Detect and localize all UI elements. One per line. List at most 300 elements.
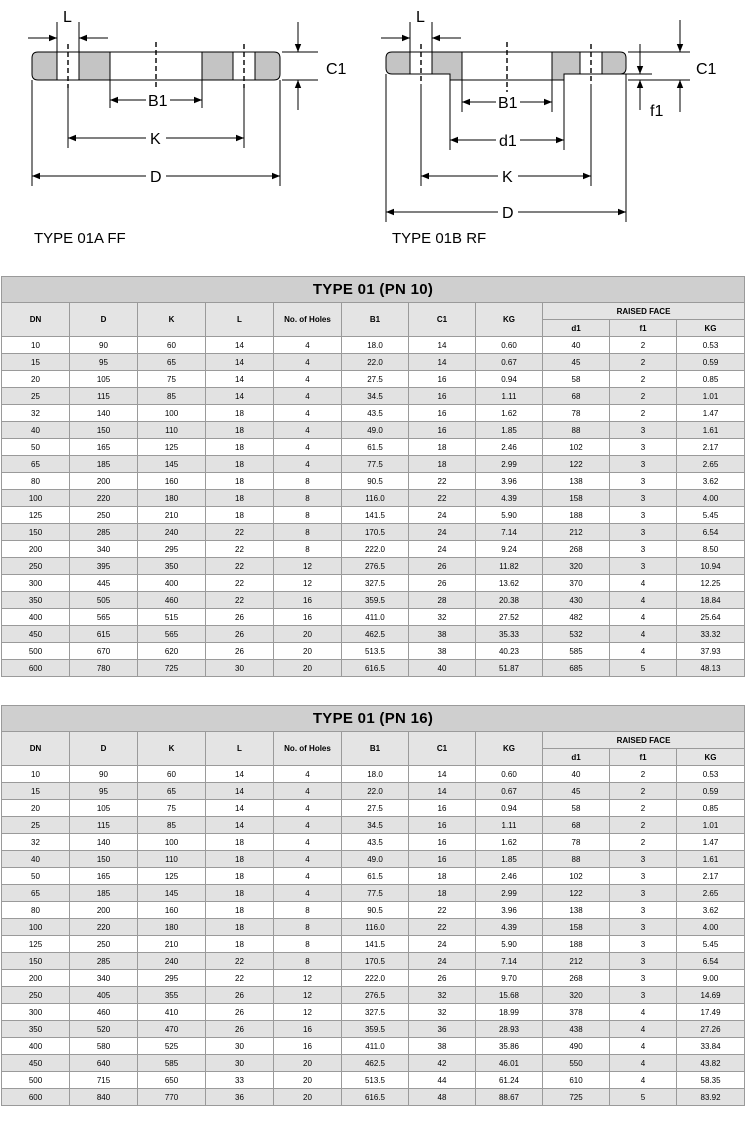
table-cell: 2 (610, 834, 677, 851)
table-cell: 4 (274, 834, 342, 851)
table-cell: 14.69 (677, 987, 745, 1004)
table-cell: 268 (543, 970, 610, 987)
table-cell: 34.5 (342, 817, 409, 834)
table-cell: 4 (274, 371, 342, 388)
table-cell: 27.5 (342, 371, 409, 388)
table-cell: 565 (70, 609, 138, 626)
table-cell: 2 (610, 337, 677, 354)
table-cell: 610 (543, 1072, 610, 1089)
table-cell: 12 (274, 1004, 342, 1021)
table-cell: 8 (274, 473, 342, 490)
table-cell: 1.01 (677, 388, 745, 405)
table-cell: 158 (543, 490, 610, 507)
table-cell: 4 (274, 800, 342, 817)
col-header-raised-face: RAISED FACE (543, 732, 745, 749)
table-row (2, 851, 745, 868)
table-cell: 565 (138, 626, 206, 643)
table-row (2, 388, 745, 405)
table-cell: 770 (138, 1089, 206, 1106)
col-header-c1: C1 (409, 732, 476, 766)
table-cell: 2 (610, 354, 677, 371)
table-cell: 116.0 (342, 919, 409, 936)
table-cell: 102 (543, 439, 610, 456)
table-row (2, 507, 745, 524)
col-header-k: K (138, 303, 206, 337)
table-cell: 4 (610, 592, 677, 609)
dim-b1-label-rf: B1 (498, 95, 518, 112)
table-cell: 83.92 (677, 1089, 745, 1106)
table-cell: 550 (543, 1055, 610, 1072)
table-cell: 460 (70, 1004, 138, 1021)
table-cell: 24 (409, 541, 476, 558)
table-cell: 9.24 (476, 541, 543, 558)
table-cell: 110 (138, 422, 206, 439)
table-cell: 1.47 (677, 405, 745, 422)
table-cell: 30 (206, 1055, 274, 1072)
table-cell: 405 (70, 987, 138, 1004)
table-cell: 140 (70, 405, 138, 422)
table-cell: 14 (409, 766, 476, 783)
table-cell: 438 (543, 1021, 610, 1038)
table-cell: 3 (610, 507, 677, 524)
col-header-b1: B1 (342, 732, 409, 766)
table-cell: 20 (2, 371, 70, 388)
table-cell: 88 (543, 851, 610, 868)
table-row (2, 953, 745, 970)
table-cell: 138 (543, 473, 610, 490)
table-cell: 125 (2, 507, 70, 524)
table-cell: 100 (138, 405, 206, 422)
table-cell: 4.39 (476, 490, 543, 507)
table-cell: 40 (2, 851, 70, 868)
table-cell: 715 (70, 1072, 138, 1089)
table-cell: 8 (274, 507, 342, 524)
table-cell: 490 (543, 1038, 610, 1055)
table-cell: 30 (206, 660, 274, 677)
table-cell: 170.5 (342, 524, 409, 541)
table-cell: 600 (2, 660, 70, 677)
table-cell: 0.60 (476, 766, 543, 783)
table-cell: 8 (274, 490, 342, 507)
table-cell: 185 (70, 885, 138, 902)
table-row (2, 800, 745, 817)
table-cell: 268 (543, 541, 610, 558)
col-header-l: L (206, 732, 274, 766)
table-cell: 1.61 (677, 851, 745, 868)
table-cell: 22 (206, 558, 274, 575)
table-body-pn10 (2, 337, 745, 677)
table-cell: 46.01 (476, 1055, 543, 1072)
table-row (2, 817, 745, 834)
table-cell: 27.52 (476, 609, 543, 626)
table-cell: 1.47 (677, 834, 745, 851)
table-cell: 180 (138, 919, 206, 936)
table-cell: 400 (2, 609, 70, 626)
table-cell: 25.64 (677, 609, 745, 626)
table-cell: 30 (206, 1038, 274, 1055)
table-cell: 116.0 (342, 490, 409, 507)
table-cell: 0.94 (476, 371, 543, 388)
table-cell: 38 (409, 643, 476, 660)
table-cell: 38 (409, 626, 476, 643)
table-cell: 40 (409, 660, 476, 677)
table-cell: 2 (610, 388, 677, 405)
table-cell: 150 (70, 851, 138, 868)
table-cell: 12 (274, 970, 342, 987)
table-cell: 513.5 (342, 1072, 409, 1089)
table-cell: 0.94 (476, 800, 543, 817)
table-cell: 40 (543, 766, 610, 783)
table-cell: 585 (543, 643, 610, 660)
table-cell: 32 (2, 405, 70, 422)
table-cell: 0.85 (677, 371, 745, 388)
table-cell: 4 (610, 1038, 677, 1055)
table-row (2, 422, 745, 439)
table-cell: 1.62 (476, 405, 543, 422)
col-header-holes: No. of Holes (274, 732, 342, 766)
table-cell: 58 (543, 371, 610, 388)
table-cell: 9.00 (677, 970, 745, 987)
table-row (2, 1055, 745, 1072)
table-cell: 28.93 (476, 1021, 543, 1038)
table-cell: 4 (610, 575, 677, 592)
table-cell: 40.23 (476, 643, 543, 660)
table-cell: 77.5 (342, 885, 409, 902)
table-cell: 2.17 (677, 439, 745, 456)
table-cell: 49.0 (342, 851, 409, 868)
table-cell: 3 (610, 868, 677, 885)
table-cell: 75 (138, 800, 206, 817)
table-cell: 0.60 (476, 337, 543, 354)
table-cell: 240 (138, 524, 206, 541)
table-cell: 16 (409, 371, 476, 388)
table-cell: 188 (543, 936, 610, 953)
table-body-pn16 (2, 766, 745, 1106)
col-header-raised-face: RAISED FACE (543, 303, 745, 320)
table-cell: 61.5 (342, 868, 409, 885)
table-cell: 22 (206, 953, 274, 970)
table-cell: 327.5 (342, 1004, 409, 1021)
table-cell: 140 (70, 834, 138, 851)
table-cell: 26 (206, 1004, 274, 1021)
table-cell: 16 (409, 388, 476, 405)
table-cell: 8 (274, 919, 342, 936)
col-header-c1: C1 (409, 303, 476, 337)
table-cell: 185 (70, 456, 138, 473)
table-cell: 48.13 (677, 660, 745, 677)
table-cell: 165 (70, 868, 138, 885)
table-cell: 18.0 (342, 766, 409, 783)
table-cell: 295 (138, 541, 206, 558)
table-cell: 16 (409, 851, 476, 868)
table-cell: 65 (138, 354, 206, 371)
table-row (2, 783, 745, 800)
table-cell: 22 (206, 592, 274, 609)
table-cell: 462.5 (342, 1055, 409, 1072)
table-cell: 4 (610, 1072, 677, 1089)
table-cell: 4 (274, 868, 342, 885)
table-cell: 14 (206, 371, 274, 388)
table-cell: 3 (610, 953, 677, 970)
table-cell: 3 (610, 919, 677, 936)
table-row (2, 987, 745, 1004)
table-cell: 150 (2, 953, 70, 970)
table-cell: 240 (138, 953, 206, 970)
table-cell: 10.94 (677, 558, 745, 575)
table-cell: 14 (206, 817, 274, 834)
table-cell: 26 (206, 609, 274, 626)
table-cell: 359.5 (342, 592, 409, 609)
table-cell: 250 (2, 558, 70, 575)
table-cell: 180 (138, 490, 206, 507)
table-cell: 85 (138, 388, 206, 405)
table-cell: 9.70 (476, 970, 543, 987)
table-cell: 22 (409, 473, 476, 490)
flange-rf-drawing (381, 9, 717, 222)
col-header-d: D (70, 732, 138, 766)
table-cell: 4 (274, 885, 342, 902)
table-cell: 11.82 (476, 558, 543, 575)
table-cell: 16 (409, 800, 476, 817)
flange-ff-drawing (28, 9, 347, 186)
table-row (2, 456, 745, 473)
table-cell: 8 (274, 902, 342, 919)
table-cell: 24 (409, 524, 476, 541)
table-cell: 3 (610, 970, 677, 987)
spec-table-pn16 (1, 705, 745, 1106)
table-cell: 250 (70, 507, 138, 524)
col-header-k: K (138, 732, 206, 766)
table-cell: 1.01 (677, 817, 745, 834)
table-cell: 145 (138, 885, 206, 902)
table-cell: 615 (70, 626, 138, 643)
table-cell: 2.65 (677, 885, 745, 902)
table-cell: 15 (2, 354, 70, 371)
table-cell: 18 (206, 902, 274, 919)
table-cell: 18 (409, 456, 476, 473)
table-cell: 37.93 (677, 643, 745, 660)
table-cell: 158 (543, 919, 610, 936)
table-row (2, 902, 745, 919)
table-row (2, 1038, 745, 1055)
spec-table-pn10 (1, 276, 745, 677)
table-cell: 50 (2, 868, 70, 885)
table-cell: 0.59 (677, 354, 745, 371)
col-header-kg: KG (476, 732, 543, 766)
table-cell: 22.0 (342, 783, 409, 800)
table-cell: 725 (543, 1089, 610, 1106)
table-row (2, 885, 745, 902)
table-cell: 8 (274, 524, 342, 541)
table-cell: 3 (610, 558, 677, 575)
table-cell: 50 (2, 439, 70, 456)
table-cell: 3.96 (476, 902, 543, 919)
table-row (2, 626, 745, 643)
col-header-rf-d1: d1 (543, 320, 610, 337)
table-cell: 18.99 (476, 1004, 543, 1021)
table-cell: 22 (206, 524, 274, 541)
table-cell: 4 (274, 405, 342, 422)
table-cell: 4 (274, 851, 342, 868)
table-row (2, 558, 745, 575)
col-header-dn: DN (2, 732, 70, 766)
table-cell: 115 (70, 388, 138, 405)
table-row (2, 970, 745, 987)
table-row (2, 541, 745, 558)
table-cell: 2.99 (476, 456, 543, 473)
table-cell: 3 (610, 885, 677, 902)
table-cell: 276.5 (342, 987, 409, 1004)
table-cell: 3.62 (677, 473, 745, 490)
table-cell: 51.87 (476, 660, 543, 677)
col-header-holes: No. of Holes (274, 303, 342, 337)
table-cell: 49.0 (342, 422, 409, 439)
table-cell: 400 (138, 575, 206, 592)
table-cell: 505 (70, 592, 138, 609)
table-cell: 640 (70, 1055, 138, 1072)
table-cell: 200 (70, 902, 138, 919)
table-cell: 276.5 (342, 558, 409, 575)
table-cell: 200 (70, 473, 138, 490)
table-cell: 68 (543, 817, 610, 834)
table-row (2, 490, 745, 507)
col-header-dn: DN (2, 303, 70, 337)
table-cell: 370 (543, 575, 610, 592)
table-cell: 4.39 (476, 919, 543, 936)
table-row (2, 1021, 745, 1038)
table-cell: 150 (70, 422, 138, 439)
table-cell: 36 (409, 1021, 476, 1038)
table-cell: 22 (206, 541, 274, 558)
table-cell: 18 (206, 936, 274, 953)
table-cell: 12 (274, 558, 342, 575)
table-cell: 20 (274, 1055, 342, 1072)
table-cell: 34.5 (342, 388, 409, 405)
table-cell: 1.11 (476, 388, 543, 405)
table-cell: 3.62 (677, 902, 745, 919)
table-cell: 18 (206, 405, 274, 422)
table-cell: 250 (2, 987, 70, 1004)
table-cell: 12 (274, 575, 342, 592)
table-cell: 460 (138, 592, 206, 609)
table-cell: 4 (610, 1055, 677, 1072)
table-cell: 90 (70, 337, 138, 354)
table-cell: 27.5 (342, 800, 409, 817)
table-cell: 32 (409, 609, 476, 626)
table-cell: 160 (138, 473, 206, 490)
table-cell: 395 (70, 558, 138, 575)
table-cell: 43.82 (677, 1055, 745, 1072)
col-header-kg: KG (476, 303, 543, 337)
table-cell: 20 (274, 1089, 342, 1106)
table-cell: 61.24 (476, 1072, 543, 1089)
table-cell: 105 (70, 800, 138, 817)
table-cell: 22.0 (342, 354, 409, 371)
table-cell: 42 (409, 1055, 476, 1072)
table-cell: 33.84 (677, 1038, 745, 1055)
table-cell: 75 (138, 371, 206, 388)
table-cell: 22 (409, 919, 476, 936)
table-cell: 411.0 (342, 609, 409, 626)
table-cell: 7.14 (476, 953, 543, 970)
table-cell: 300 (2, 1004, 70, 1021)
table-cell: 355 (138, 987, 206, 1004)
table-cell: 4 (610, 643, 677, 660)
table-cell: 138 (543, 902, 610, 919)
table-cell: 500 (2, 1072, 70, 1089)
table-cell: 350 (2, 1021, 70, 1038)
table-cell: 58 (543, 800, 610, 817)
table-cell: 222.0 (342, 970, 409, 987)
table-cell: 100 (138, 834, 206, 851)
table-cell: 60 (138, 766, 206, 783)
table-cell: 4 (274, 388, 342, 405)
table-cell: 4 (274, 783, 342, 800)
dim-f1-label-rf: f1 (650, 103, 664, 120)
dim-k-label-rf: K (502, 169, 513, 186)
table-row (2, 1089, 745, 1106)
table-cell: 462.5 (342, 626, 409, 643)
table-cell: 6.54 (677, 524, 745, 541)
table-row (2, 354, 745, 371)
table-cell: 14 (409, 354, 476, 371)
table-cell: 100 (2, 490, 70, 507)
table-row (2, 473, 745, 490)
table-cell: 340 (70, 541, 138, 558)
table-cell: 250 (70, 936, 138, 953)
table-cell: 78 (543, 405, 610, 422)
table-cell: 8 (274, 936, 342, 953)
table-cell: 2.46 (476, 868, 543, 885)
table-cell: 285 (70, 524, 138, 541)
table-cell: 26 (206, 1021, 274, 1038)
table-cell: 840 (70, 1089, 138, 1106)
table-cell: 44 (409, 1072, 476, 1089)
col-header-b1: B1 (342, 303, 409, 337)
table-cell: 3 (610, 490, 677, 507)
table-cell: 125 (2, 936, 70, 953)
table-cell: 6.54 (677, 953, 745, 970)
table-cell: 24 (409, 507, 476, 524)
table-cell: 411.0 (342, 1038, 409, 1055)
table-cell: 18 (206, 868, 274, 885)
dim-l-label: L (63, 9, 72, 26)
table-cell: 85 (138, 817, 206, 834)
table-cell: 65 (138, 783, 206, 800)
type-01b-label: TYPE 01B RF (392, 230, 487, 247)
table-cell: 125 (138, 439, 206, 456)
table-cell: 22 (409, 902, 476, 919)
table-cell: 2.65 (677, 456, 745, 473)
table-cell: 515 (138, 609, 206, 626)
table-cell: 18 (206, 834, 274, 851)
table-cell: 2.99 (476, 885, 543, 902)
table-row (2, 575, 745, 592)
table-cell: 0.67 (476, 783, 543, 800)
table-cell: 26 (206, 987, 274, 1004)
table-cell: 25 (2, 817, 70, 834)
table-cell: 40 (2, 422, 70, 439)
table-cell: 3 (610, 902, 677, 919)
table-cell: 4 (274, 439, 342, 456)
dim-b1-label: B1 (148, 93, 168, 110)
table-row (2, 834, 745, 851)
table-cell: 350 (138, 558, 206, 575)
table-cell: 141.5 (342, 507, 409, 524)
table-cell: 620 (138, 643, 206, 660)
table-cell: 16 (274, 609, 342, 626)
table-row (2, 371, 745, 388)
